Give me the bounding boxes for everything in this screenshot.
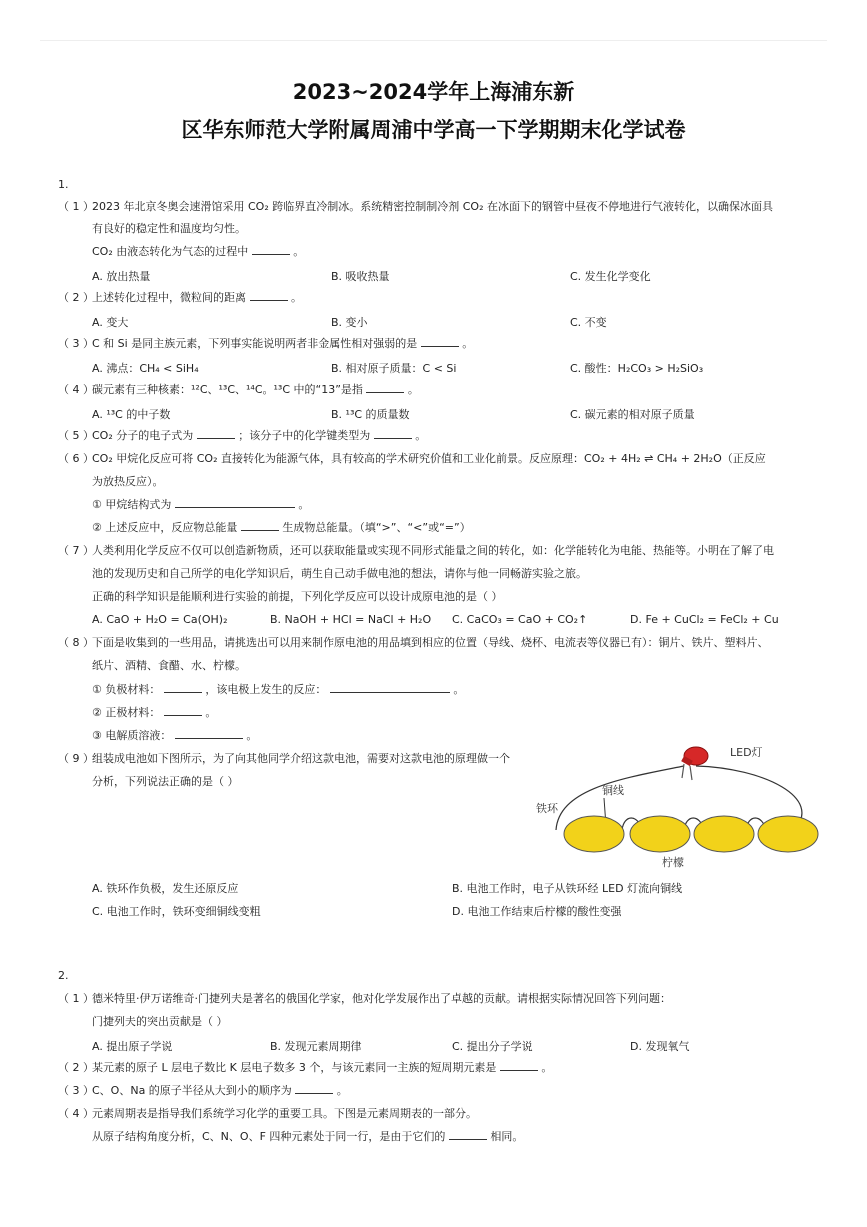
- q1-2-tag: （ 2 ）: [58, 291, 94, 304]
- q1-6-item-2: ② 上述反应中，反应物总能量 生成物总能量。（填“>”、“<”或“=”）: [92, 521, 471, 534]
- q1-2-option-a[interactable]: A. 变大: [92, 316, 129, 329]
- q1-1-text-a: 2023 年北京冬奥会速滑馆采用 CO₂ 跨临界直冷制冰。系统精密控制制冷剂 CO₂ 在冰面下的钢管中昼夜不停地进行气液转化，以确保冰面具: [92, 200, 773, 213]
- exam-title-line1: 2023~2024学年上海浦东新: [292, 80, 575, 104]
- q1-7-text-a: 人类利用化学反应不仅可以创造新物质，还可以获取能量或实现不同形式能量之间的转化，如：化学能转化为电能、热能等。小明在了解了电: [92, 544, 774, 557]
- q1-7-option-c[interactable]: C. CaCO₃ = CaO + CO₂↑: [452, 613, 588, 626]
- q1-7-option-d[interactable]: D. Fe + CuCl₂ = FeCl₂ + Cu: [630, 613, 779, 626]
- top-divider: [40, 40, 827, 41]
- q1-8-item-1: ① 负极材料： ，该电极上发生的反应： 。: [92, 683, 465, 696]
- answer-blank[interactable]: [374, 429, 412, 439]
- q1-4-text: 碳元素有三种核素：¹²C、¹³C、¹⁴C。¹³C 中的“13”是指 。: [92, 383, 419, 396]
- q1-4-option-c[interactable]: C. 碳元素的相对原子质量: [570, 408, 695, 421]
- q1-2-option-b[interactable]: B. 变小: [331, 316, 368, 329]
- q1-6-text-a: CO₂ 甲烷化反应可将 CO₂ 直接转化为能源气体，具有较高的学术研究价值和工业化前景。反应原理：CO₂ + 4H₂ ⇌ CH₄ + 2H₂O（正反应: [92, 452, 766, 465]
- led-icon: [681, 747, 708, 780]
- q1-3-option-c[interactable]: C. 酸性：H₂CO₃ > H₂SiO₃: [570, 362, 704, 375]
- answer-blank[interactable]: [197, 429, 235, 439]
- answer-blank[interactable]: [421, 337, 459, 347]
- figure-label-lemon: 柠檬: [662, 856, 684, 869]
- answer-blank[interactable]: [366, 383, 404, 393]
- q1-8-item-3: ③ 电解质溶液： 。: [92, 729, 258, 742]
- q1-9-option-c[interactable]: C. 电池工作时，铁环变细铜线变粗: [92, 905, 261, 918]
- q1-1-text-b: 有良好的稳定性和温度均匀性。: [92, 222, 246, 235]
- q1-1-tag: （ 1 ）: [58, 200, 94, 213]
- q1-5-text: CO₂ 分子的电子式为 ；该分子中的化学键类型为 。: [92, 429, 427, 442]
- q2-1-option-c[interactable]: C. 提出分子学说: [452, 1040, 533, 1053]
- question-2-number: 2.: [58, 969, 69, 982]
- q1-4-option-b[interactable]: B. ¹³C 的质量数: [331, 408, 410, 421]
- q2-1-option-b[interactable]: B. 发现元素周期律: [270, 1040, 362, 1053]
- q1-6-item-1: ① 甲烷结构式为 。: [92, 498, 310, 511]
- q1-9-tag: （ 9 ）: [58, 752, 94, 765]
- q1-6-text-b: 为放热反应）。: [92, 475, 164, 488]
- q1-7-text-c: 正确的科学知识是能顺利进行实验的前提，下列化学反应可以设计成原电池的是（ ）: [92, 590, 503, 603]
- q2-2-tag: （ 2 ）: [58, 1061, 94, 1074]
- q1-7-option-b[interactable]: B. NaOH + HCl = NaCl + H₂O: [270, 613, 432, 626]
- q1-8-tag: （ 8 ）: [58, 636, 94, 649]
- q2-1-tag: （ 1 ）: [58, 992, 94, 1005]
- answer-blank[interactable]: [449, 1130, 487, 1140]
- answer-blank[interactable]: [175, 498, 295, 508]
- question-1-number: 1.: [58, 178, 69, 191]
- answer-blank[interactable]: [252, 245, 290, 255]
- q1-8-text-b: 纸片、酒精、食醋、水、柠檬。: [92, 659, 246, 672]
- q1-3-option-b[interactable]: B. 相对原子质量：C < Si: [331, 362, 457, 375]
- q1-4-tag: （ 4 ）: [58, 383, 94, 396]
- q2-4-text-a: 元素周期表是指导我们系统学习化学的重要工具。下图是元素周期表的一部分。: [92, 1107, 477, 1120]
- q1-9-option-b[interactable]: B. 电池工作时，电子从铁环经 LED 灯流向铜线: [452, 882, 683, 895]
- q2-1-text-b: 门捷列夫的突出贡献是（ ）: [92, 1015, 228, 1028]
- q1-1-text-c: CO₂ 由液态转化为气态的过程中 。: [92, 245, 305, 258]
- answer-blank[interactable]: [250, 291, 288, 301]
- figure-label-copper: 铜线: [602, 784, 624, 797]
- q1-3-tag: （ 3 ）: [58, 337, 94, 350]
- q1-4-option-a[interactable]: A. ¹³C 的中子数: [92, 408, 171, 421]
- answer-blank[interactable]: [241, 521, 279, 531]
- q1-7-option-a[interactable]: A. CaO + H₂O = Ca(OH)₂: [92, 613, 228, 626]
- q1-8-item-2: ② 正极材料： 。: [92, 706, 217, 719]
- q2-1-option-d[interactable]: D. 发现氧气: [630, 1040, 690, 1053]
- q2-1-text-a: 德米特里·伊万诺维奇·门捷列夫是著名的俄国化学家，他对化学发展作出了卓越的贡献。请根据实际情况回答下列问题：: [92, 992, 671, 1005]
- exam-title-line2: 区华东师范大学附属周浦中学高一下学期期末化学试卷: [181, 118, 686, 142]
- answer-blank[interactable]: [164, 683, 202, 693]
- q1-3-option-a[interactable]: A. 沸点：CH₄ < SiH₄: [92, 362, 199, 375]
- q1-9-text-a: 组装成电池如下图所示，为了向其他同学介绍这款电池，需要对这款电池的原理做一个: [92, 752, 510, 765]
- q1-3-text: C 和 Si 是同主族元素，下列事实能说明两者非金属性相对强弱的是 。: [92, 337, 474, 350]
- q1-7-text-b: 池的发现历史和自己所学的电化学知识后，萌生自己动手做电池的想法，请你与他一同畅游实验之旅。: [92, 567, 587, 580]
- answer-blank[interactable]: [500, 1061, 538, 1071]
- q2-2-text: 某元素的原子 L 层电子数比 K 层电子数多 3 个，与该元素同一主族的短周期元素是 。: [92, 1061, 553, 1074]
- q2-4-text-b: 从原子结构角度分析，C、N、O、F 四种元素处于同一行，是由于它们的 相同。: [92, 1130, 524, 1143]
- q1-2-text: 上述转化过程中，微粒间的距离 。: [92, 291, 302, 304]
- q1-1-option-c[interactable]: C. 发生化学变化: [570, 270, 651, 283]
- lemon-icon: [564, 816, 818, 852]
- q2-1-option-a[interactable]: A. 提出原子学说: [92, 1040, 173, 1053]
- q2-4-tag: （ 4 ）: [58, 1107, 94, 1120]
- q2-3-text: C、O、Na 的原子半径从大到小的顺序为 。: [92, 1084, 348, 1097]
- answer-blank[interactable]: [175, 729, 243, 739]
- q1-1-option-a[interactable]: A. 放出热量: [92, 270, 151, 283]
- q1-9-text-b: 分析，下列说法正确的是（ ）: [92, 775, 239, 788]
- q1-5-tag: （ 5 ）: [58, 429, 94, 442]
- q1-6-tag: （ 6 ）: [58, 452, 94, 465]
- answer-blank[interactable]: [330, 683, 450, 693]
- q1-9-option-d[interactable]: D. 电池工作结束后柠檬的酸性变强: [452, 905, 622, 918]
- q1-8-text-a: 下面是收集到的一些用品，请挑选出可以用来制作原电池的用品填到相应的位置（导线、烧杯、电流表等仪器已有）：铜片、铁片、塑料片、: [92, 636, 769, 649]
- answer-blank[interactable]: [295, 1084, 333, 1094]
- q2-3-tag: （ 3 ）: [58, 1084, 94, 1097]
- answer-blank[interactable]: [164, 706, 202, 716]
- q1-7-tag: （ 7 ）: [58, 544, 94, 557]
- q1-9-option-a[interactable]: A. 铁环作负极，发生还原反应: [92, 882, 239, 895]
- lemon-battery-figure: [534, 738, 824, 870]
- q1-2-option-c[interactable]: C. 不变: [570, 316, 607, 329]
- figure-label-iron: 铁环: [536, 802, 558, 815]
- q1-1-option-b[interactable]: B. 吸收热量: [331, 270, 390, 283]
- figure-label-led: LED灯: [730, 746, 763, 759]
